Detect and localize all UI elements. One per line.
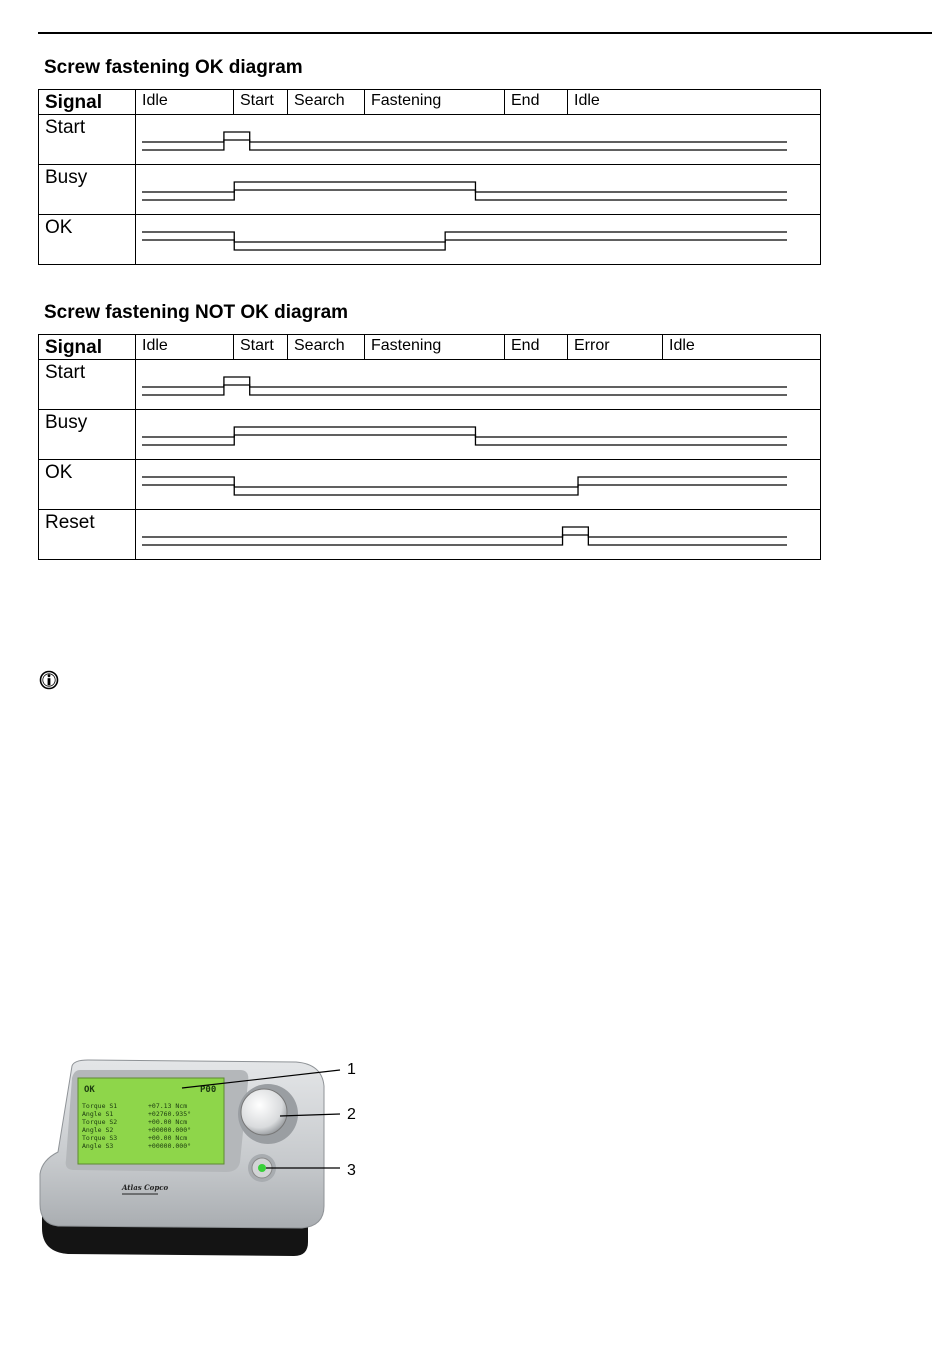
screen-row-value: +00.00 Ncm bbox=[148, 1118, 188, 1126]
phase-fastening: Fastening bbox=[365, 90, 505, 115]
phase-fastening: Fastening bbox=[365, 335, 505, 360]
signal-ok-wave bbox=[136, 215, 821, 265]
brand-logo: Atlas Copco bbox=[122, 1183, 169, 1192]
signal-reset-wave bbox=[136, 510, 821, 560]
screen-program: P00 bbox=[200, 1085, 217, 1095]
signal-reset-label: Reset bbox=[39, 510, 136, 560]
signal-header: Signal bbox=[39, 335, 136, 360]
screen-row-value: +00.00 Ncm bbox=[148, 1134, 188, 1142]
phase-idle-2: Idle bbox=[663, 335, 821, 360]
led-indicator bbox=[258, 1164, 266, 1172]
screen-status: OK bbox=[84, 1085, 95, 1095]
controller-device-illustration bbox=[36, 1056, 366, 1261]
phase-idle: Idle bbox=[136, 90, 234, 115]
not-ok-diagram-title: Screw fastening NOT OK diagram bbox=[44, 302, 349, 323]
signal-start-label: Start bbox=[39, 115, 136, 165]
top-rule bbox=[38, 32, 932, 34]
info-icon bbox=[39, 670, 59, 690]
ok-timing-diagram bbox=[38, 89, 821, 265]
screen-row-value: +07.13 Ncm bbox=[148, 1102, 188, 1110]
not-ok-timing-diagram bbox=[38, 334, 821, 560]
ok-diagram-title: Screw fastening OK diagram bbox=[44, 57, 303, 78]
phase-start: Start bbox=[234, 335, 288, 360]
signal-busy-wave bbox=[136, 165, 821, 215]
signal-start-label: Start bbox=[39, 360, 136, 410]
signal-start-wave bbox=[136, 360, 821, 410]
phase-error: Error bbox=[568, 335, 663, 360]
phase-end: End bbox=[505, 90, 568, 115]
callout-3: 3 bbox=[347, 1162, 356, 1179]
signal-ok-label: OK bbox=[39, 215, 136, 265]
screen-row-label: Angle S3 bbox=[82, 1142, 114, 1150]
screen-row-value: +00000.000° bbox=[148, 1142, 192, 1150]
phase-search: Search bbox=[288, 335, 365, 360]
phase-end: End bbox=[505, 335, 568, 360]
signal-busy-wave bbox=[136, 410, 821, 460]
waveform-trace bbox=[142, 527, 787, 537]
screen-row-label: Torque S1 bbox=[82, 1102, 118, 1110]
signal-ok-label: OK bbox=[39, 460, 136, 510]
phase-start: Start bbox=[234, 90, 288, 115]
screen-row-label: Torque S3 bbox=[82, 1134, 118, 1142]
signal-header: Signal bbox=[39, 90, 136, 115]
phase-idle: Idle bbox=[136, 335, 234, 360]
screen-row-value: +00000.000° bbox=[148, 1126, 192, 1134]
screen-row-label: Angle S2 bbox=[82, 1126, 114, 1134]
phase-idle-2: Idle bbox=[568, 90, 821, 115]
screen-row-label: Torque S2 bbox=[82, 1118, 118, 1126]
rotary-knob bbox=[241, 1089, 287, 1135]
signal-start-wave bbox=[136, 115, 821, 165]
phase-search: Search bbox=[288, 90, 365, 115]
screen-row-value: +02760.935° bbox=[148, 1110, 192, 1118]
signal-ok-wave bbox=[136, 460, 821, 510]
signal-busy-label: Busy bbox=[39, 410, 136, 460]
signal-busy-label: Busy bbox=[39, 165, 136, 215]
screen-row-label: Angle S1 bbox=[82, 1110, 114, 1118]
callout-1: 1 bbox=[347, 1061, 356, 1078]
callout-2: 2 bbox=[347, 1106, 356, 1123]
